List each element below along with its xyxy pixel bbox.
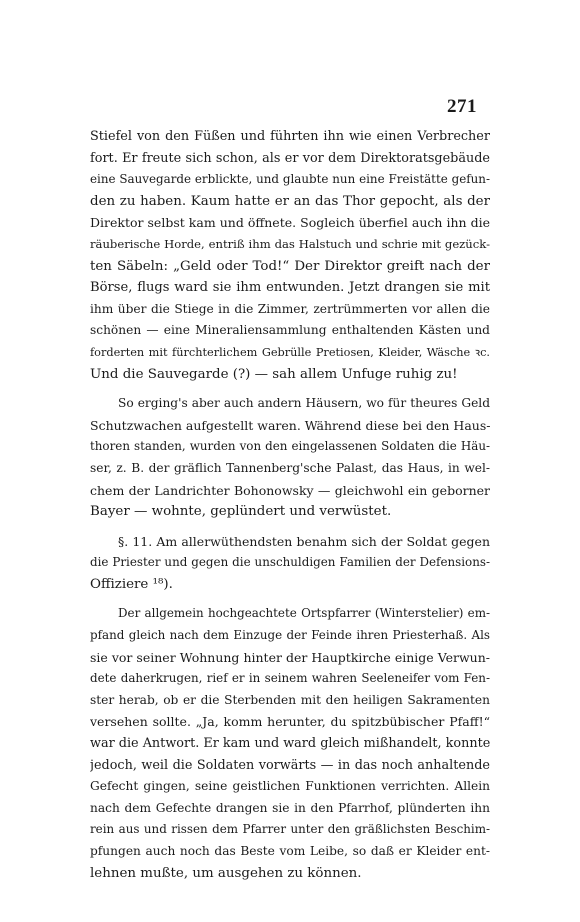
text-line: war die Antwort. Er kam und ward gleich mißhandelt, konnte [90,736,490,752]
text-line: lehnen mußte, um ausgehen zu können. [90,865,362,881]
paragraph-4 [90,603,490,884]
text-line: die Priester und gegen die unschuldigen Familien der Defensions- [90,555,490,570]
paragraph-1 [90,126,490,385]
text-line: pfand gleich nach dem Einzuge der Feinde ihren Priesterhaß. Als [90,628,490,643]
text-line: sie vor seiner Wohnung hinter der Hauptkirche einige Verwun- [90,649,490,665]
section-heading-line: §. 11. Am allerwüthendsten benahm sich der Soldat gegen [118,533,490,549]
text-line: chem der Landrichter Bohonowsky — gleichwohl ein geborner [90,482,490,498]
text-line: Stiefel von den Füßen und führten ihn wie einen Verbrecher [90,129,490,144]
text-line: ihm über die Stiege in die Zimmer, zertrümmerten vor allen die [90,301,490,316]
text-line: forderten mit fürchterlichem Gebrülle Pretiosen, Kleider, Wäsche ꝛc. [90,345,490,359]
text-line: räuberische Horde, entriß ihm das Halstuch und schrie mit gezück- [90,236,490,251]
text-line: pfungen auch noch das Beste vom Leibe, so daß er Kleider ent- [90,844,490,858]
text-line: ser, z. B. der gräflich Tannenberg'sche Palast, das Haus, in wel- [90,460,490,475]
text-line: So erging's aber auch andern Häusern, wo für theures Geld [118,396,490,411]
text-line: den zu haben. Kaum hatte er an das Thor gepocht, als der [90,193,490,209]
text-line: ten Säbeln: „Geld oder Tod!“ Der Direktor greift nach der [90,258,490,274]
text-line: ster herab, ob er die Sterbenden mit den heiligen Sakramenten [90,692,490,707]
text-line: Bayer — wohnte, geplündert und verwüstet. [90,504,392,520]
body-text [90,126,490,884]
text-line: rein aus und rissen dem Pfarrer unter den gräßlichsten Beschim- [90,822,490,837]
text-line: Offiziere ¹⁸). [90,576,173,592]
text-line: Und die Sauvegarde (?) — sah allem Unfuge ruhig zu! [90,366,458,382]
paragraph-2 [90,393,490,523]
text-line: nach dem Gefechte drangen sie in den Pfarrhof, plünderten ihn [90,800,490,815]
text-line: versehen sollte. „Ja, komm herunter, du spitzbübischer Pfaff!“ [90,714,490,730]
text-line: thoren standen, wurden von den eingelassenen Soldaten die Häu- [90,439,490,454]
text-line: eine Sauvegarde erblickte, und glaubte nun eine Freistätte gefun- [90,172,490,187]
text-line: Börse, flugs ward sie ihm entwunden. Jetzt drangen sie mit [90,280,490,296]
text-line: fort. Er freute sich schon, als er vor dem Direktoratsgebäude [90,150,490,166]
text-line: schönen — eine Mineraliensammlung enthaltenden Kästen und [90,323,490,338]
paragraph-3 [90,531,490,596]
text-line: jedoch, weil die Soldaten vorwärts — in das noch anhaltende [90,757,490,773]
page-number: 271 [447,96,477,117]
text-line: Der allgemein hochgeachtete Ortspfarrer (Winterstelier) em- [118,606,490,621]
text-line: Schutzwachen aufgestellt waren. Während diese bei den Haus- [90,417,490,433]
text-line: dete daherkrugen, rief er in seinem wahren Seeleneifer vom Fen- [90,671,490,686]
text-line: Direktor selbst kam und öffnete. Sogleich überfiel auch ihn die [90,215,490,231]
text-line: Gefecht gingen, seine geistlichen Funktionen verrichten. Allein [90,779,490,794]
